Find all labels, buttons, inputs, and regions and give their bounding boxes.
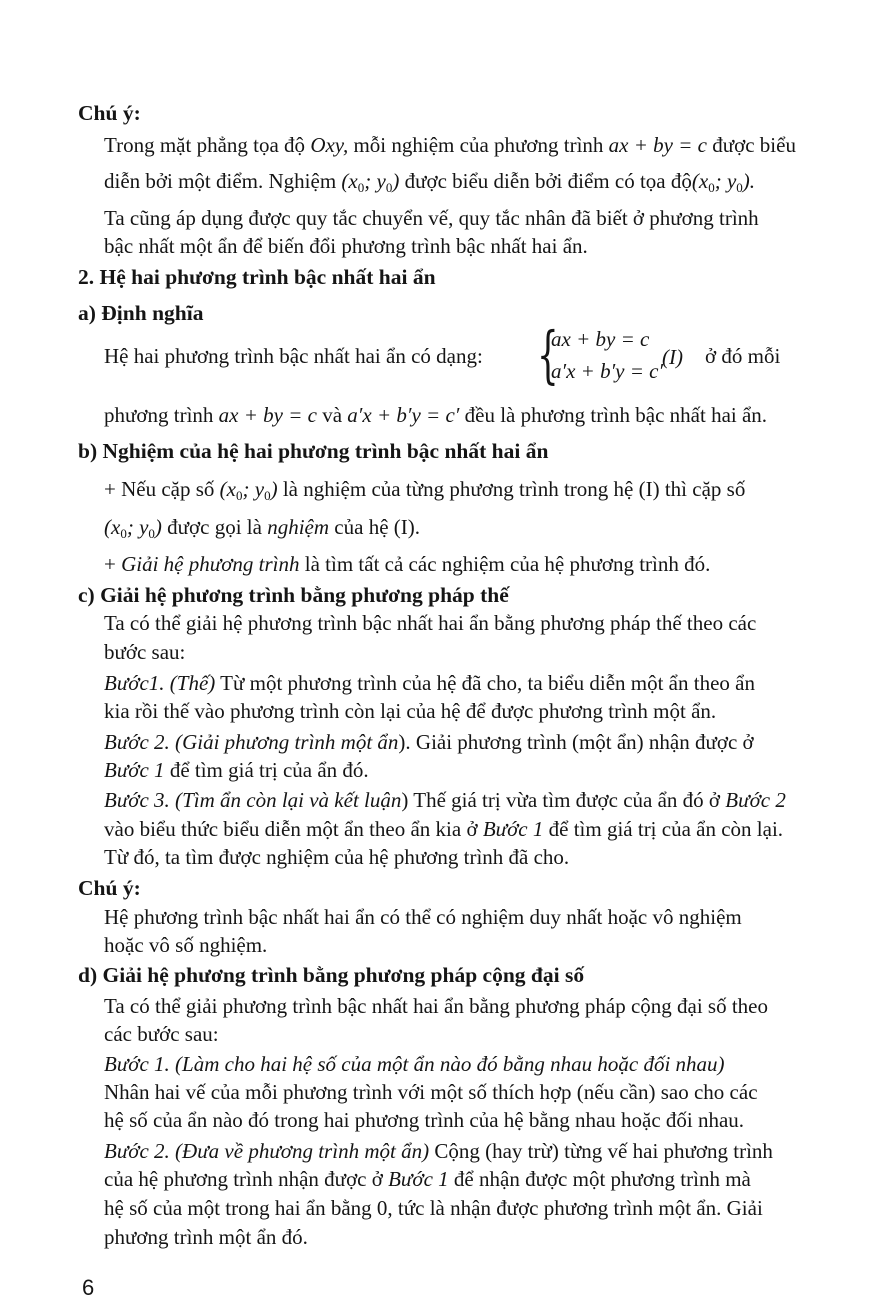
elimination-step-1: Bước 1. (Làm cho hai hệ số của một ẩn nào đó bằng nhau hoặc đối nhau) xyxy=(104,1052,725,1076)
substitution-step-3: Bước 3. (Tìm ẩn còn lại và kết luận) Thế giá trị vừa tìm được của ẩn đó ở Bước 2 xyxy=(104,788,786,812)
elimination-step-1-cont: Nhân hai vế của mỗi phương trình với một số thích hợp (nếu cần) sao cho các xyxy=(104,1080,758,1104)
solution-line-3: + Giải hệ phương trình là tìm tất cả các nghiệm của hệ phương trình đó. xyxy=(104,552,711,576)
note2-line-1: Hệ phương trình bậc nhất hai ẩn có thể có nghiệm duy nhất hoặc vô nghiệm xyxy=(104,905,742,929)
definition-line-1-end: ở đó mỗi xyxy=(705,344,781,368)
subsection-heading: b) Nghiệm của hệ hai phương trình bậc nhất hai ẩn xyxy=(78,439,549,463)
equation-system xyxy=(537,318,697,391)
note1-line-4: bậc nhất một ẩn để biến đổi phương trình bậc nhất hai ẩn. xyxy=(104,234,588,258)
note-title: Chú ý: xyxy=(78,101,141,125)
section-heading: 2. Hệ hai phương trình bậc nhất hai ẩn xyxy=(78,265,436,289)
note1-line-1: Trong mặt phẳng tọa độ Oxy, mỗi nghiệm của phương trình ax + by = c được biểu xyxy=(104,133,796,157)
definition-line-1: Hệ hai phương trình bậc nhất hai ẩn có dạng: xyxy=(104,344,483,368)
substitution-step-1: Bước1. (Thế) Từ một phương trình của hệ đã cho, ta biểu diễn một ẩn theo ẩn xyxy=(104,671,755,695)
elimination-step-2-cont2: hệ số của một trong hai ẩn bằng 0, tức là nhận được phương trình một ẩn. Giải xyxy=(104,1196,763,1220)
substitution-intro-1: Ta có thể giải hệ phương trình bậc nhất hai ẩn bằng phương pháp thế theo các xyxy=(104,611,757,635)
elimination-step-2-end: phương trình một ẩn đó. xyxy=(104,1225,308,1249)
subsection-heading: d) Giải hệ phương trình bằng phương pháp cộng đại số xyxy=(78,963,585,987)
elimination-step-1-end: hệ số của ẩn nào đó trong hai phương trình của hệ bằng nhau hoặc đối nhau. xyxy=(104,1108,745,1132)
elimination-intro-2: các bước sau: xyxy=(104,1022,219,1046)
note1-line-2: diễn bởi một điểm. Nghiệm ($x_0$; $y_0$) được biểu diễn bởi điểm có tọa $độ(x_0$; $y_0$). xyxy=(104,169,756,195)
elimination-step-2-cont: của hệ phương trình nhận được ở Bước 1 để nhận được một phương trình mà xyxy=(104,1167,751,1191)
definition-line-2: phương trình ax + by = c và a′x + b′y = c′ đều là phương trình bậc nhất hai ẩn. xyxy=(104,403,768,427)
note2-line-2: hoặc vô số nghiệm. xyxy=(104,933,268,957)
system-equation-1: ax + by = c xyxy=(551,327,650,351)
solution-line-2: ($x_0$; $y_0$) được gọi là nghiệm của hệ (I). xyxy=(104,515,420,541)
note-title: Chú ý: xyxy=(78,876,141,900)
substitution-step-3-cont: vào biểu thức biểu diễn một ẩn theo ẩn kia ở Bước 1 để tìm giá trị của ẩn còn lại. xyxy=(104,817,784,841)
substitution-step-1-cont: kia rồi thế vào phương trình còn lại của hệ để được phương trình một ẩn. xyxy=(104,699,717,723)
system-equation-2: a′x + b′y = c′ xyxy=(551,359,664,383)
substitution-step-2: Bước 2. (Giải phương trình một ẩn). Giải phương trình (một ẩn) nhận được ở xyxy=(104,730,754,754)
solution-line-1: + Nếu cặp số ($x_0$; $y_0$) là nghiệm của từng phương trình trong hệ (I) thì cặp số xyxy=(104,477,746,503)
subsection-heading: a) Định nghĩa xyxy=(78,301,204,325)
elimination-step-2: Bước 2. (Đưa về phương trình một ẩn) Cộng (hay trừ) từng vế hai phương trình xyxy=(104,1139,773,1163)
system-label: (I) xyxy=(662,345,683,369)
substitution-step-3-end: Từ đó, ta tìm được nghiệm của hệ phương trình đã cho. xyxy=(104,845,570,869)
subsection-heading: c) Giải hệ phương trình bằng phương pháp thế xyxy=(78,583,509,607)
substitution-step-2-cont: Bước 1 để tìm giá trị của ẩn đó. xyxy=(104,758,369,782)
substitution-intro-2: bước sau: xyxy=(104,640,186,664)
note1-line-3: Ta cũng áp dụng được quy tắc chuyển vế, quy tắc nhân đã biết ở phương trình xyxy=(104,206,759,230)
left-brace-icon: { xyxy=(537,318,559,391)
page-number: 6 xyxy=(82,1275,95,1300)
elimination-intro-1: Ta có thể giải phương trình bậc nhất hai ẩn bằng phương pháp cộng đại số theo xyxy=(104,994,769,1018)
